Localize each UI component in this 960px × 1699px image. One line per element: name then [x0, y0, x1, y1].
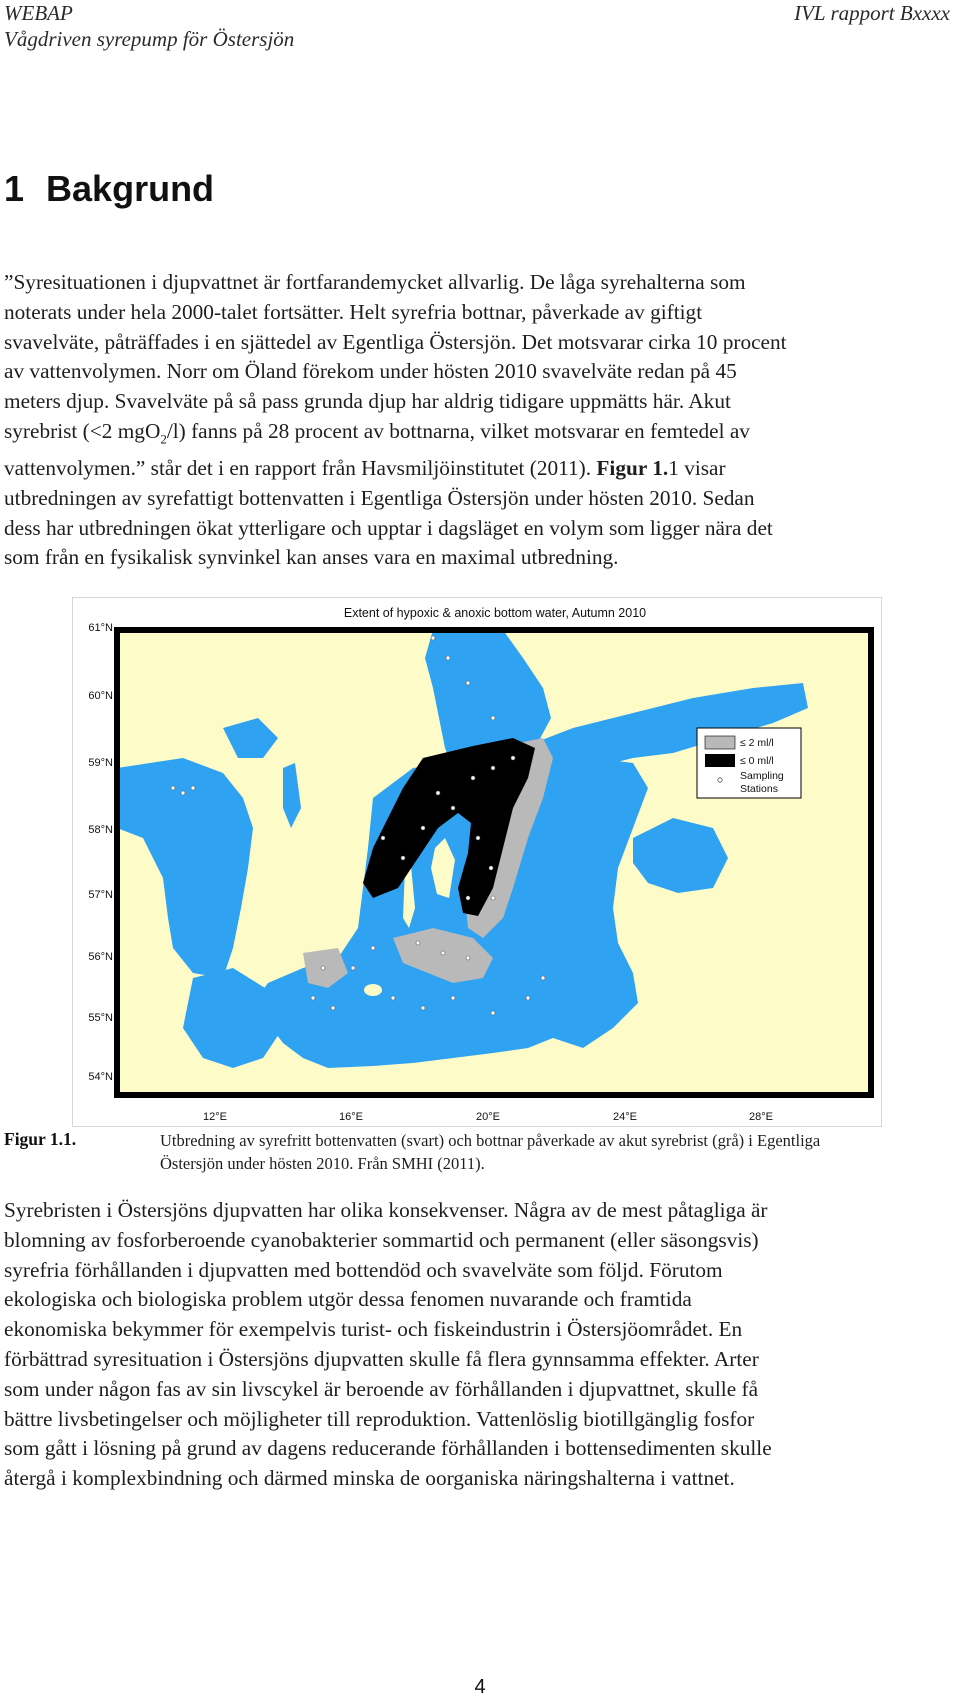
- consequences-paragraph: Syrebristen i Östersjöns djupvatten har olika konsekvenser. Några av de mest påtagliga är blomning av fosforberoende cyanobakterier sommartid och permanent (eller säsongsvis) syrefria förhållanden i djupvatten med bottendöd och svavelväte som följd. Förutom ekologiska och biologiska problem utgör dessa fenomen nuvarande och framtida ekonomiska bekymmer för exempelvis turist- och fiskeindustrin i Östersjöområdet. En förbättrad syresituation i Östersjöns djupvatten skulle få flera gynnsamma effekter. Arter som under någon fas av sin livscykel är beroende av förhållanden i djupvattnet, skulle få bättre livsbetingelser och möjligheter till reproduktion. Vattenlöslig biotillgänglig fosfor som gått i lösning på grund av dagens reducerande förhållanden i bottensedimenten skulle återgå i komplexbindning och därmed minska de oorganiska näringshalterna i vattnet.: [4, 1198, 772, 1491]
- figure-caption-text: Utbredning av syrefritt bottenvatten (svart) och bottnar påverkade av akut syrebrist (grå) i Egentliga Östersjön under hösten 2010. Från SMHI (2011).: [160, 1131, 821, 1173]
- intro-text-part1: ”Syresituationen i djupvattnet är fortfarandemycket allvarlig. De låga syrehalterna som noterats under hela 2000-talet fortsätter. Helt syrefria bottnar, påverkade av giftigt svavelväte, påträffades i en sjättedel av Egentliga Östersjön. Det motsvarar cirka 10 procent av vattenvolymen. Norr om Öland förekom under hösten 2010 svavelväte redan på 45 meters djup. Svavelväte på så pass grunda djup har aldrig tidigare uppmätts här. Akut syrebrist (<2 mgO: [4, 270, 787, 443]
- legend-station-marker: [718, 778, 722, 782]
- o2-subscript: 2: [160, 431, 167, 447]
- lat-label: 55°N: [88, 1012, 113, 1024]
- section-number: 1: [4, 168, 25, 209]
- section-title: Bakgrund: [46, 168, 215, 209]
- latitude-labels: [88, 622, 113, 1083]
- intro-text-part2: /l) fanns på 28 procent av bottnarna, vilket motsvarar en femtedel av vattenvolymen.” står det i en rapport från Havsmiljöinstitutet (2011).: [4, 418, 750, 481]
- lat-label: 60°N: [88, 690, 113, 702]
- lat-label: 58°N: [88, 824, 113, 836]
- figure-reference: Figur 1.: [596, 456, 669, 481]
- lon-label: 20°E: [476, 1111, 500, 1123]
- lon-label: 28°E: [749, 1111, 773, 1123]
- baltic-hypoxia-map: [73, 598, 881, 1126]
- lat-label: 54°N: [88, 1071, 113, 1083]
- report-subtitle: Vågdriven syrepump för Östersjön: [4, 27, 295, 51]
- map-legend: [697, 728, 801, 798]
- lat-label: 56°N: [88, 951, 113, 963]
- lon-label: 12°E: [203, 1111, 227, 1123]
- section-heading: [4, 168, 214, 210]
- intro-text-part3: 1 visar utbredningen av syrefattigt bottenvatten i Egentliga Östersjön under hösten 2010. Sedan dess har utbredningen ökat ytterligare och upptar i dagsläget en volym som ligger nära det som från en fysikalisk synvinkel kan anses vara en maximal utbredning.: [4, 456, 773, 570]
- lon-label: 24°E: [613, 1111, 637, 1123]
- lon-label: 16°E: [339, 1111, 363, 1123]
- report-number: IVL rapport Bxxxx: [794, 1, 950, 25]
- figure-caption-label: Figur 1.1.: [4, 1129, 77, 1149]
- figure-map: [72, 597, 882, 1127]
- legend-anoxic-label: ≤ 0 ml/l: [740, 755, 774, 767]
- lat-label: 57°N: [88, 889, 113, 901]
- legend-anoxic-swatch: [705, 754, 735, 767]
- bornholm-island: [364, 984, 382, 996]
- legend-hypoxic-swatch: [705, 736, 735, 749]
- lat-label: 61°N: [88, 622, 113, 634]
- map-title: Extent of hypoxic & anoxic bottom water, Autumn 2010: [343, 606, 647, 620]
- longitude-labels: [203, 1111, 773, 1123]
- legend-stations-label-1: Sampling: [740, 770, 784, 782]
- running-header-left: [4, 0, 294, 52]
- legend-hypoxic-label: ≤ 2 ml/l: [740, 737, 774, 749]
- report-series: WEBAP: [4, 1, 73, 25]
- lat-label: 59°N: [88, 757, 113, 769]
- intro-paragraph: [4, 268, 949, 573]
- page-number: 4: [474, 1676, 486, 1698]
- legend-stations-label-2: Stations: [740, 783, 778, 795]
